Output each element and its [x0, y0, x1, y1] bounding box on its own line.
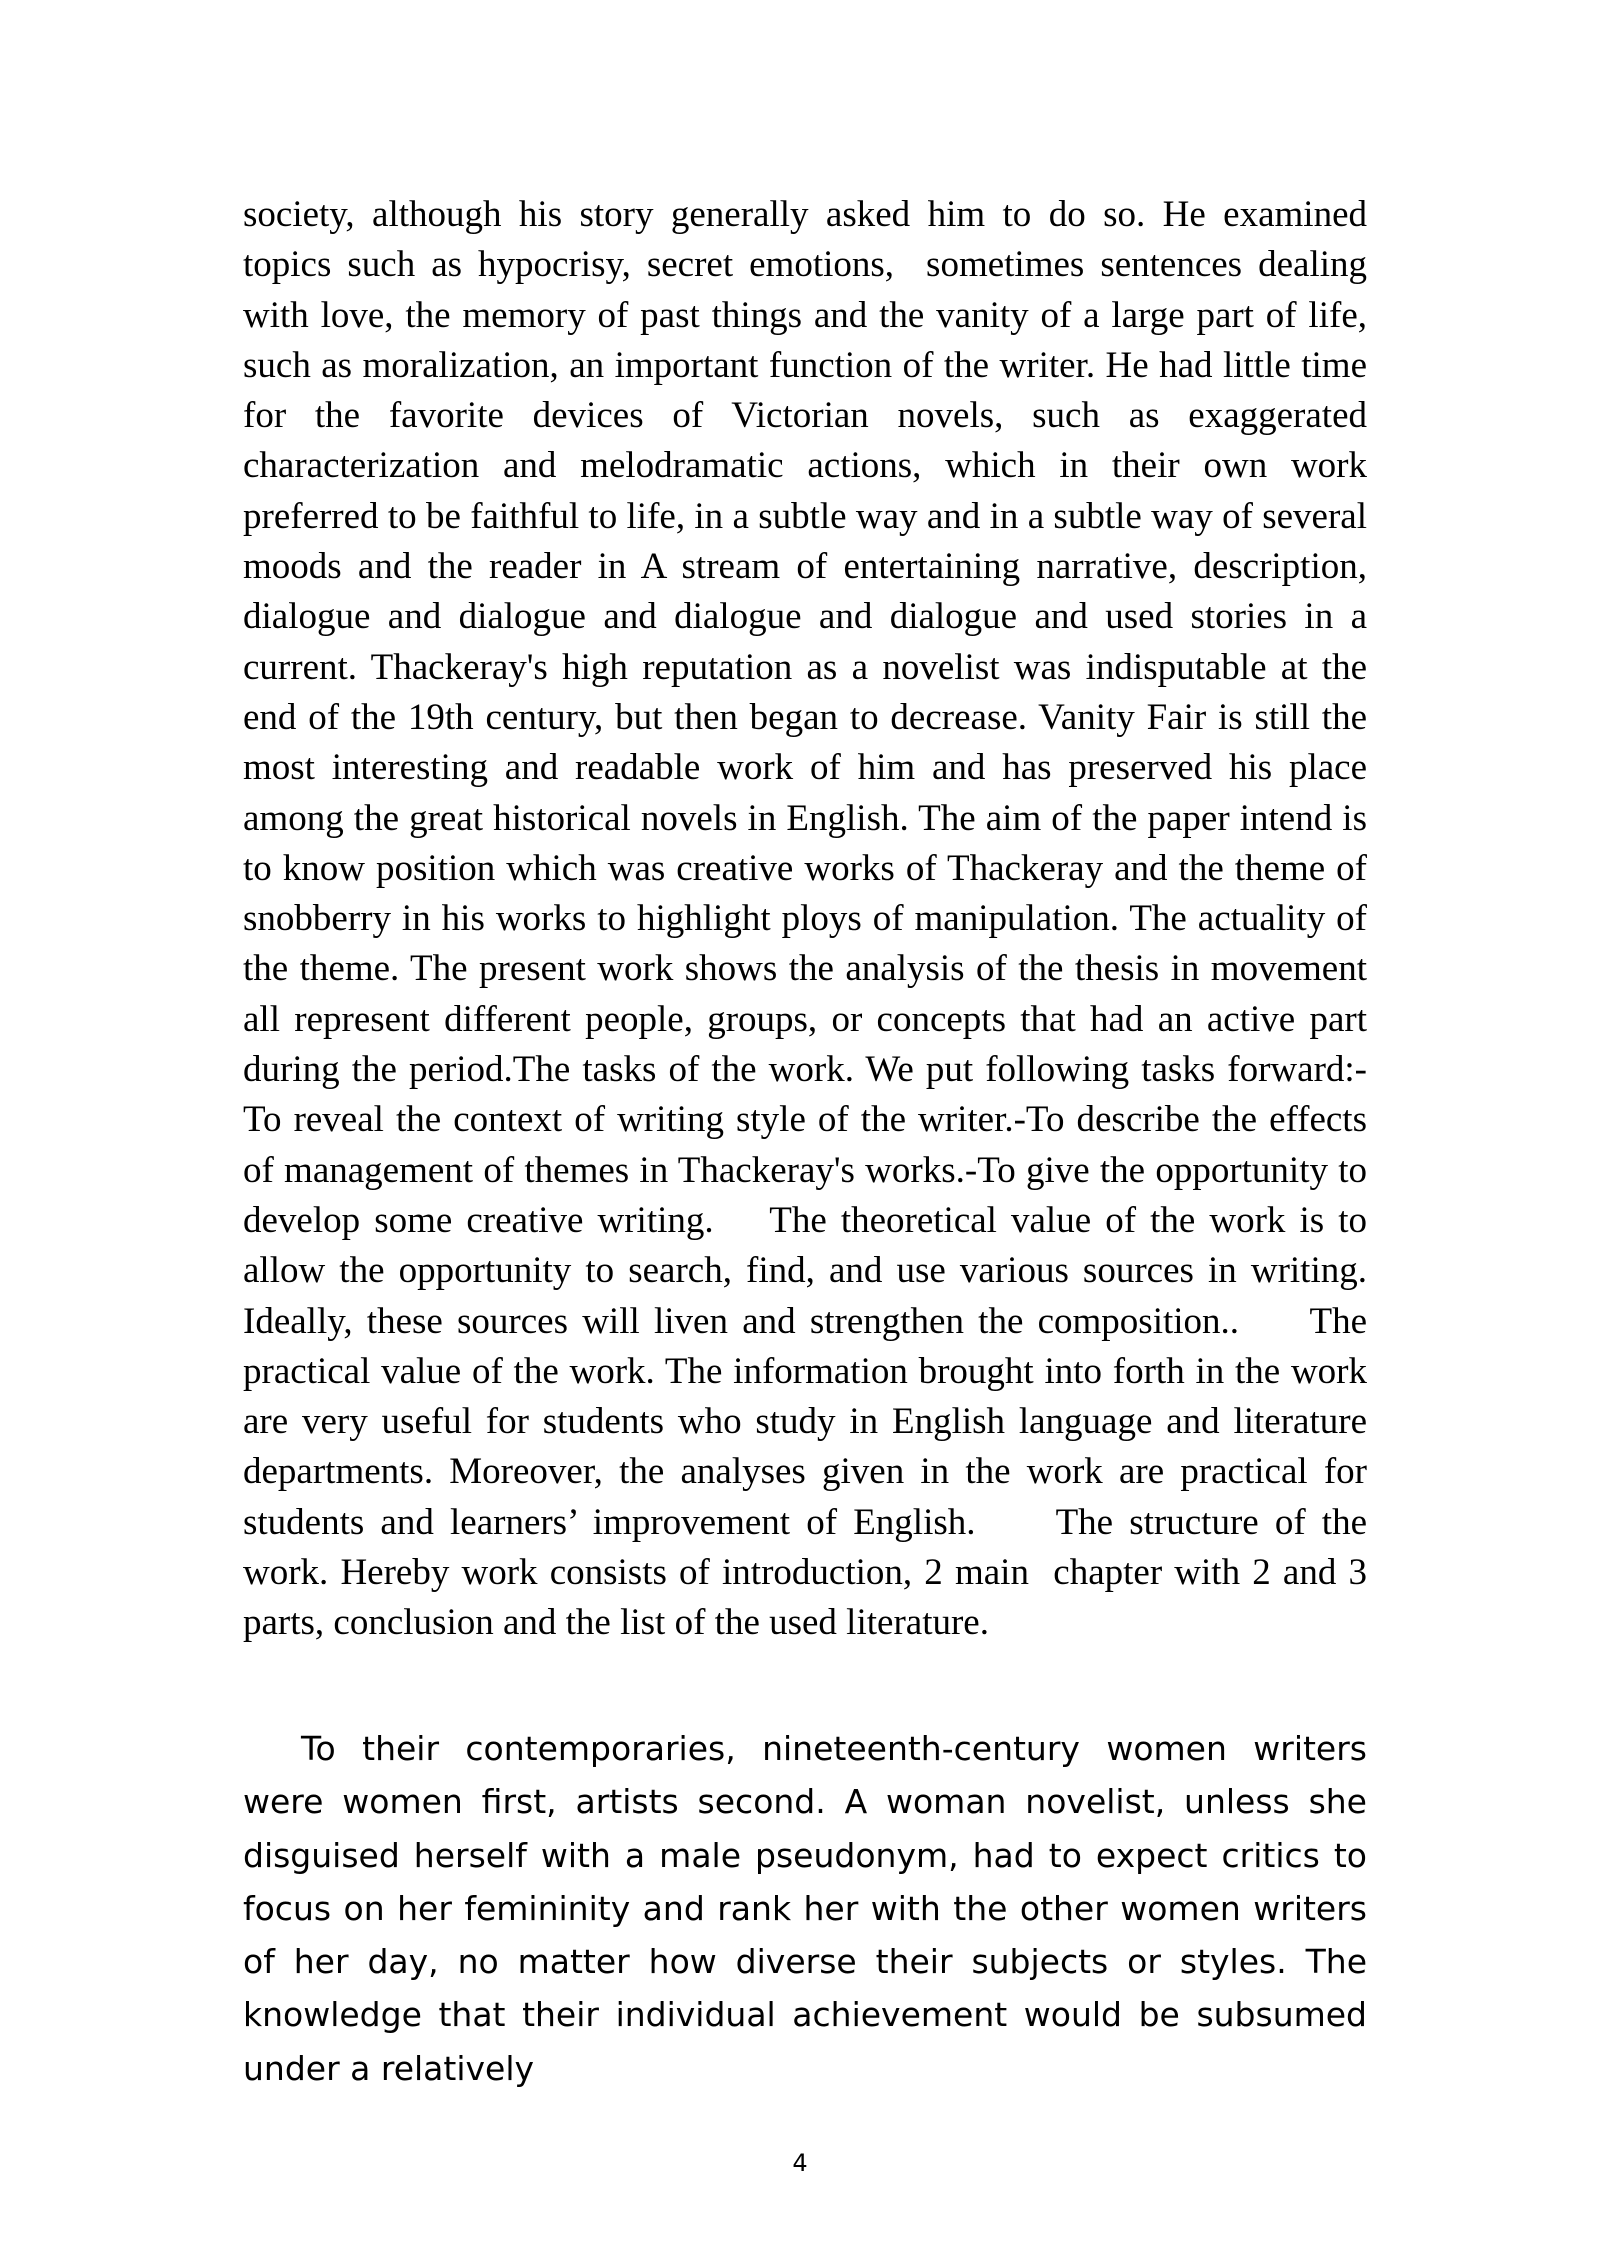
page-number: 4 [792, 2149, 808, 2177]
body-paragraph-women-writers: To their contemporaries, nineteenth-century women writers were women first, artists second. A woman novelist, unless she disguised herself with a male pseudonym, had to expect critics to focus on her femininity and rank her with the other women writers of her day, no matter how diverse their subjects or styles. The knowledge that their individual achievement would be subsumed under a relatively [243, 1729, 1367, 2088]
body-paragraph-thackeray: society, although his story generally asked him to do so. He examined topics such as hypocrisy, secret emotions, sometimes sentences dealing with love, the memory of past things and the vanity of a large part of life, such as moralization, an important function of the writer. He had little time for the favorite devices of Victorian novels, such as exaggerated characterization and melodramatic actions, which in their own work preferred to be faithful to life, in a subtle way and in a subtle way of several moods and the reader in A stream of entertaining narrative, description, dialogue and dialogue and dialogue and dialogue and used stories in a current. Thackeray's high reputation as a novelist was indisputable at the end of the 19th century, but then began to decrease. Vanity Fair is still the most interesting and readable work of him and has preserved his place among the great historical novels in English. The aim of the paper intend is to know position which was creative works of Thackeray and the theme of snobberry in his works to highlight ploys of manipulation. The actuality of the theme. The present work shows the analysis of the thesis in movement all represent different people, groups, or concepts that had an active part during the period.The tasks of the work. We put following tasks forward:-To reveal the context of writing style of the writer.-To describe the effects of management of themes in Thackeray's works.-To give the opportunity to develop some creative writing. The theoretical value of the work is to allow the opportunity to search, find, and use various sources in writing. Ideally, these sources will liven and strengthen the composition.. The practical value of the work. The information brought into forth in the work are very useful for students who study in English language and literature departments. Moreover, the analyses given in the work are practical for students and learners’ improvement of English. The structure of the work. Hereby work consists of introduction, 2 main chapter with 2 and 3 parts, conclusion and the list of the used literature. [243, 194, 1377, 1644]
